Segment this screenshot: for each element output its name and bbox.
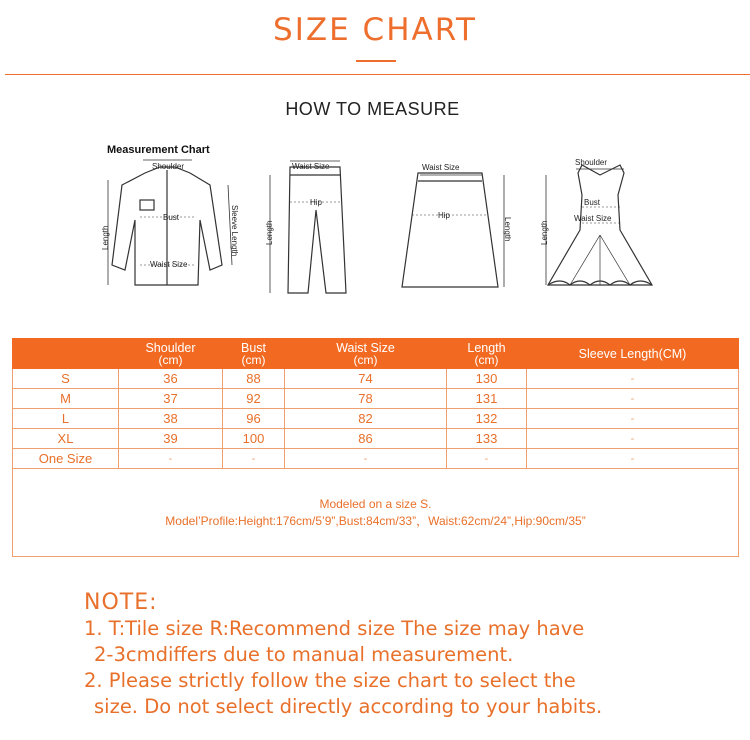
header-shoulder: Shoulder (cm) — [119, 339, 223, 369]
cell-sleeve: - — [527, 369, 739, 389]
table-header-row — [13, 339, 739, 369]
table-row — [13, 389, 739, 409]
shirt-bust-label: Bust — [163, 213, 180, 222]
dress-length-label: Length — [540, 220, 549, 245]
shirt-waist-label: Waist Size — [150, 260, 188, 269]
header-size — [13, 339, 119, 369]
cell-length: 133 — [447, 429, 527, 449]
table-row — [13, 449, 739, 469]
cell-waist: - — [285, 449, 447, 469]
cell-bust: - — [223, 449, 285, 469]
table-row — [13, 409, 739, 429]
cell-waist: 78 — [285, 389, 447, 409]
pants-hip-label: Hip — [310, 198, 323, 207]
measurement-illustrations — [100, 155, 660, 305]
dress-bust-label: Bust — [584, 198, 601, 207]
pants-length-label: Length — [265, 220, 274, 245]
cell-sleeve: - — [527, 389, 739, 409]
cell-shoulder: - — [119, 449, 223, 469]
header-waist: Waist Size (cm) — [285, 339, 447, 369]
model-note-cell — [13, 469, 739, 557]
cell-size: XL — [13, 429, 119, 449]
cell-bust: 100 — [223, 429, 285, 449]
table-row — [13, 369, 739, 389]
page-title: SIZE CHART — [273, 12, 477, 48]
cell-size: L — [13, 409, 119, 429]
note-line-1a: 1. T:Tile size R:Recommend size The size may have — [84, 617, 585, 640]
model-note-line-1: Modeled on a size S. — [319, 496, 432, 511]
note-line-2b: size. Do not select directly according to your habits. — [94, 695, 603, 718]
dress-waist-label: Waist Size — [574, 214, 612, 223]
table-row — [13, 429, 739, 449]
cell-size: M — [13, 389, 119, 409]
skirt-waist-label: Waist Size — [422, 163, 460, 172]
title-underline — [356, 60, 396, 62]
pants-diagram — [270, 161, 346, 293]
skirt-diagram — [402, 173, 504, 287]
note-line-1b: 2-3cmdiffers due to manual measurement. — [94, 643, 514, 666]
header-length: Length (cm) — [447, 339, 527, 369]
pants-waist-label: Waist Size — [292, 162, 330, 171]
cell-sleeve: - — [527, 449, 739, 469]
note-heading: NOTE: — [84, 590, 158, 615]
note-section — [84, 590, 602, 720]
cell-shoulder: 36 — [119, 369, 223, 389]
cell-bust: 92 — [223, 389, 285, 409]
header-divider — [5, 74, 750, 75]
cell-size: One Size — [13, 449, 119, 469]
cell-waist: 82 — [285, 409, 447, 429]
cell-shoulder: 39 — [119, 429, 223, 449]
cell-length: 132 — [447, 409, 527, 429]
model-note-row — [13, 469, 739, 557]
model-note-line-2: Model’Profile:Height:176cm/5’9”,Bust:84cm/33”，Waist:62cm/24”,Hip:90cm/35” — [165, 513, 586, 528]
shirt-length-label: Length — [101, 225, 110, 250]
cell-length: - — [447, 449, 527, 469]
cell-length: 131 — [447, 389, 527, 409]
section-subtitle: HOW TO MEASURE — [285, 99, 460, 119]
cell-shoulder: 37 — [119, 389, 223, 409]
measurement-chart-label: Measurement Chart — [107, 144, 210, 156]
cell-length: 130 — [447, 369, 527, 389]
cell-sleeve: - — [527, 429, 739, 449]
cell-shoulder: 38 — [119, 409, 223, 429]
shirt-shoulder-label: Shoulder — [152, 162, 185, 171]
size-table — [12, 338, 739, 557]
cell-waist: 74 — [285, 369, 447, 389]
cell-sleeve: - — [527, 409, 739, 429]
header-sleeve: Sleeve Length(CM) — [527, 339, 739, 369]
cell-size: S — [13, 369, 119, 389]
cell-bust: 96 — [223, 409, 285, 429]
dress-shoulder-label: Shoulder — [575, 158, 608, 167]
note-line-2a: 2. Please strictly follow the size chart to select the — [84, 669, 576, 692]
shirt-sleeve-label: Sleeve Length — [230, 205, 239, 257]
skirt-hip-label: Hip — [438, 211, 451, 220]
dress-diagram — [546, 165, 652, 285]
cell-waist: 86 — [285, 429, 447, 449]
header-bust: Bust (cm) — [223, 339, 285, 369]
cell-bust: 88 — [223, 369, 285, 389]
skirt-length-label: Length — [503, 217, 512, 242]
